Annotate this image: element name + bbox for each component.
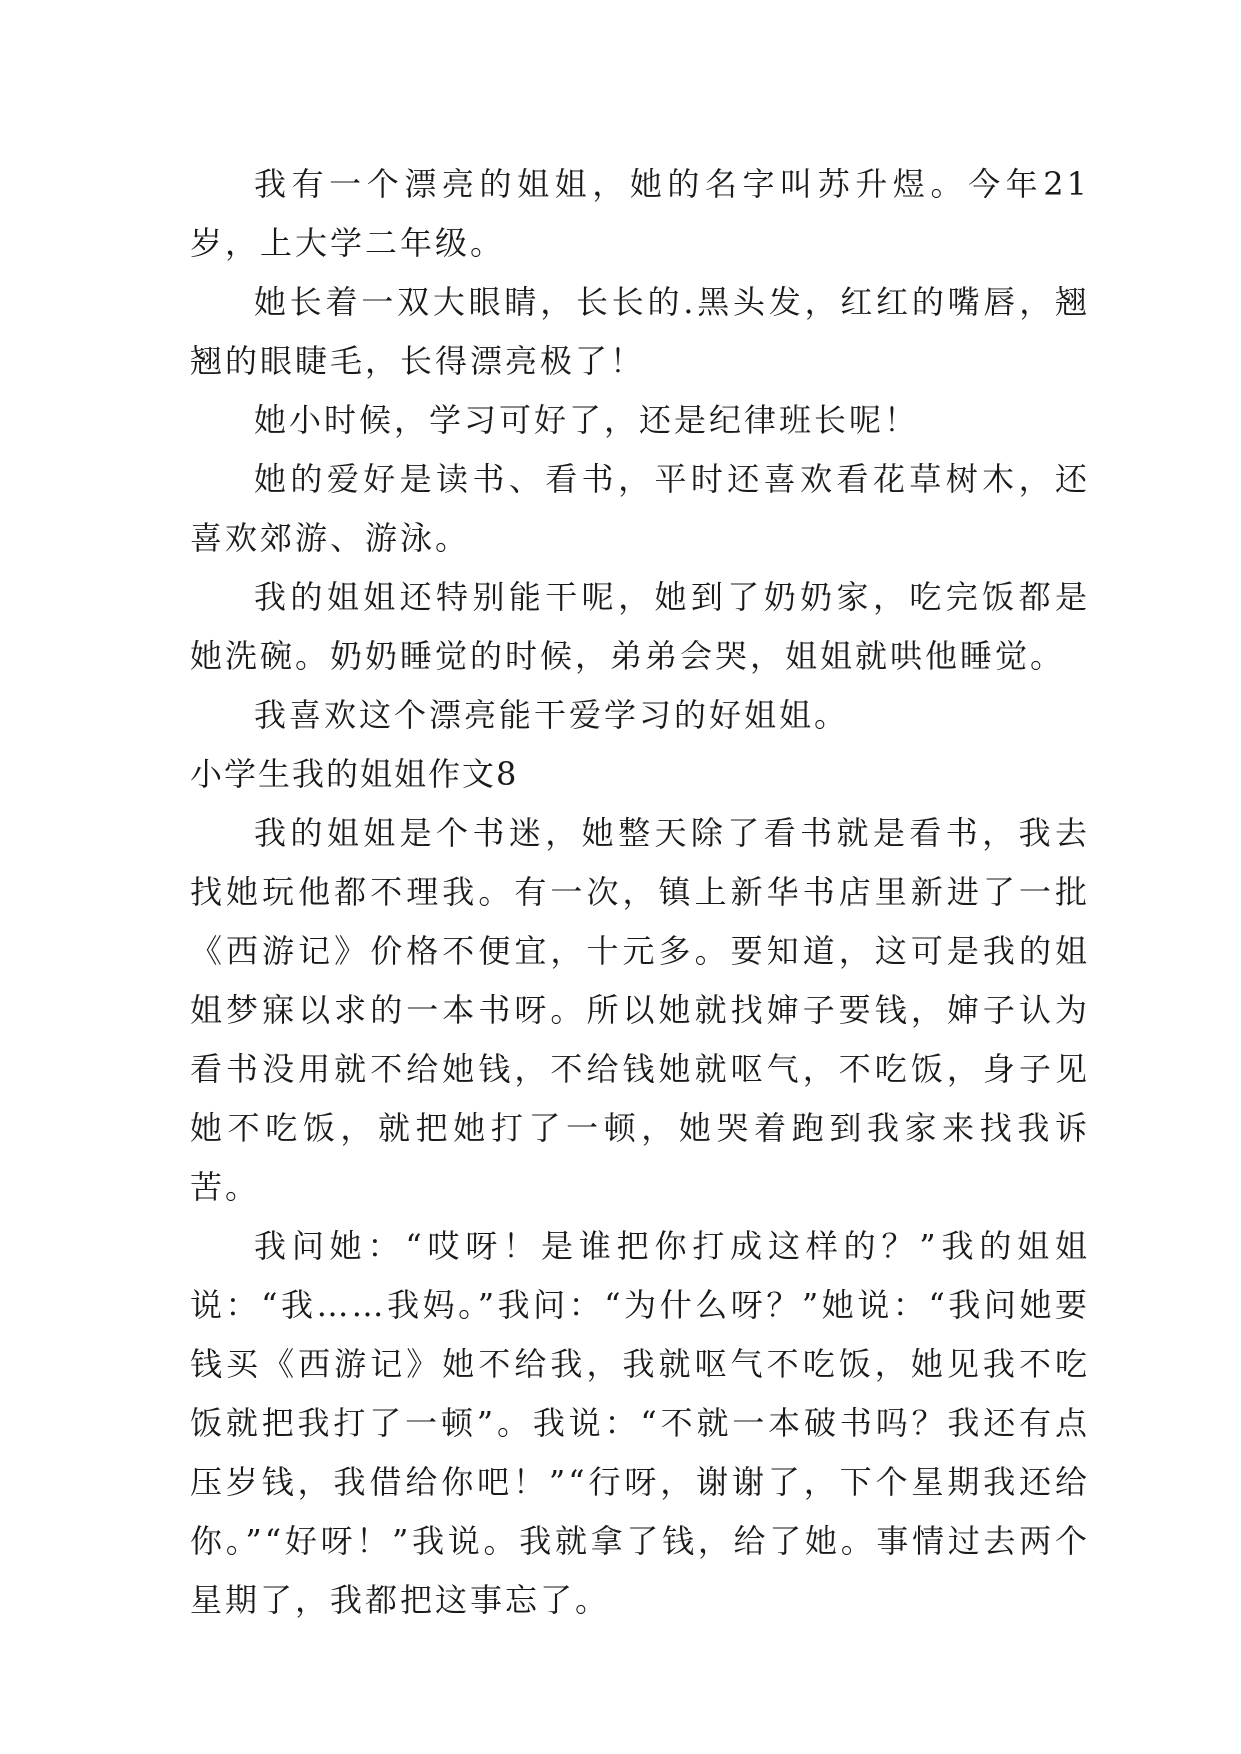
paragraph: 我问她：“哎呀！是谁把你打成这样的？”我的姐姐说：“我……我妈。”我问：“为什么呀？”她说：“我问她要钱买《西游记》她不给我，我就呕气不吃饭，她见我不吃饭就把我打了一顿”。我说：“不就一本破书吗？我还有点压岁钱，我借给你吧！”“行呀，谢谢了，下个星期我还给你。”“好呀！”我说。我就拿了钱，给了她。事情过去两个星期了，我都把这事忘了。 (190, 1227, 1090, 1619)
paragraph: 我喜欢这个漂亮能干爱学习的好姐姐。 (254, 696, 850, 734)
section-title: 小学生我的姐姐作文8 (190, 755, 519, 793)
paragraph: 她的爱好是读书、看书，平时还喜欢看花草树木，还喜欢郊游、游泳。 (190, 460, 1090, 557)
paragraph: 她小时候，学习可好了，还是纪律班长呢！ (254, 401, 920, 439)
paragraph: 我有一个漂亮的姐姐，她的名字叫苏升煜。今年21岁，上大学二年级。 (190, 165, 1090, 262)
paragraph: 她长着一双大眼睛，长长的.黑头发，红红的嘴唇，翘翘的眼睫毛，长得漂亮极了！ (190, 283, 1090, 380)
paragraph: 我的姐姐是个书迷，她整天除了看书就是看书，我去找她玩他都不理我。有一次，镇上新华书店里新进了一批《西游记》价格不便宜，十元多。要知道，这可是我的姐姐梦寐以求的一本书呀。所以她就找婶子要钱，婶子认为看书没用就不给她钱，不给钱她就呕气，不吃饭，身子见她不吃饭，就把她打了一顿，她哭着跑到我家来找我诉苦。 (190, 814, 1090, 1206)
essay-body (190, 155, 1090, 1630)
paragraph: 我的姐姐还特别能干呢，她到了奶奶家，吃完饭都是她洗碗。奶奶睡觉的时候，弟弟会哭，姐姐就哄他睡觉。 (190, 578, 1090, 675)
